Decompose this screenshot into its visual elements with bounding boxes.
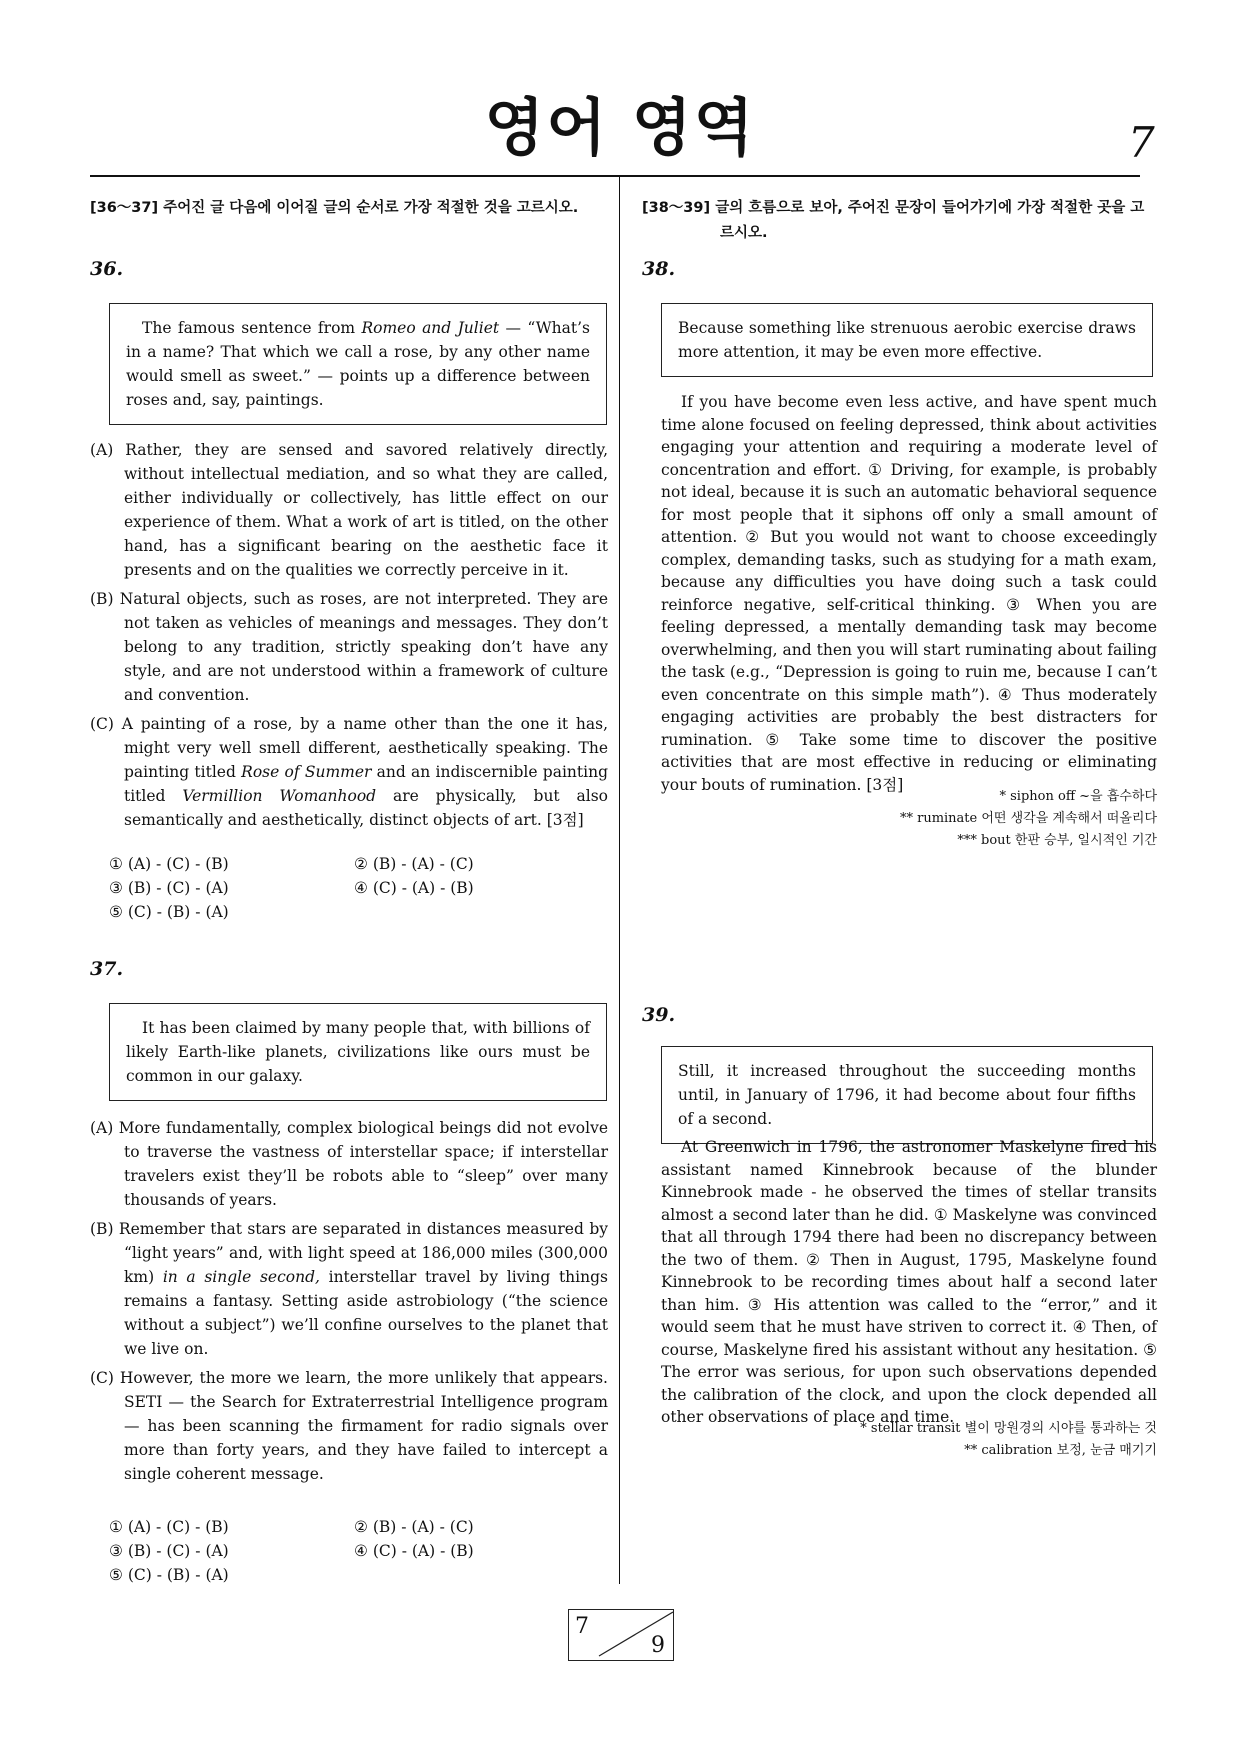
q37-passages <box>90 1116 608 1491</box>
q38-passage: If you have become even less active, and have spent much time alone focused on feeling depressed, think about activities engaging your attention and requiring a moderate level of concentration and effort. ① Driving, for example, is probably not ideal, because it is such an automatic behavioral sequence for most people that it siphons off only a small amount of attention. ② But you would not want to choose exceedingly complex, demanding tasks, such as studying for a math exam, because any difficulties you have doing such a task could reinforce negative, self-critical thinking. ③ When you are feeling depressed, a mentally demanding task may become overwhelming, and then you will start ruminating about failing the task (e.g., “Depression is going to ruin me, because I can’t even concentrate on this simple math”). ④ Thus moderately engaging activities are probably the best distracters for rumination. ⑤ Take some time to discover the positive activities that are most effective in reducing or eliminating your bouts of rumination. [3점] <box>661 393 1157 794</box>
choice[interactable]: ③ (B) - (C) - (A) <box>109 879 229 897</box>
q37-passage-c: (C) However, the more we learn, the more unlikely that appears. SETI — the Search for Extraterrestrial Intelligence program — has been scanning the firmament for radio signals over more than forty years, and they have failed to intercept a single coherent message. <box>90 1369 608 1483</box>
left-column <box>90 196 608 221</box>
q39-passage: At Greenwich in 1796, the astronomer Maskelyne fired his assistant named Kinnebrook because of the blunder Kinnebrook made - he observed the times of stellar transits almost a second later than he did. ① Maskelyne was convinced that all through 1794 there had been no discrepancy between the two of them. ② Then in August, 1795, Maskelyne found Kinnebrook to be recording times about half a second later than him. ③ His attention was called to the “error,” and it would seem that he must have striven to correct it. ④ Then, of course, Maskelyne fired his assistant without any hesitation. ⑤ The error was serious, for upon such observations depended the calibration of the clock, and upon the clock depended all other observations of place and time. <box>661 1138 1157 1426</box>
choice[interactable]: ⑤ (C) - (B) - (A) <box>109 1566 229 1584</box>
total-pages: 9 <box>651 1633 665 1658</box>
q39-footnotes: * stellar transit 별이 망원경의 시야를 통과하는 것 ** calibration 보정, 눈금 매기기 <box>860 1421 1157 1458</box>
current-page: 7 <box>575 1614 589 1639</box>
choice[interactable]: ⑤ (C) - (B) - (A) <box>109 903 229 921</box>
column-divider <box>619 176 620 1584</box>
choice[interactable]: ① (A) - (C) - (B) <box>109 855 229 873</box>
q37-given-text: It has been claimed by many people that, with billions of likely Earth-like planets, civilizations like ours must be common in our galaxy. <box>109 1003 607 1101</box>
question-number-37: 37. <box>90 958 124 980</box>
q37-choices <box>109 1515 609 1587</box>
header-rule <box>90 175 1140 177</box>
instruction-text: 글의 흐름으로 보아, 주어진 문장이 들어가기에 가장 적절한 곳을 고르시오. <box>715 200 1145 241</box>
instruction-number: [38～39] <box>642 200 711 216</box>
q36-passage-c: (C) A painting of a rose, by a name other than the one it has, might very well smell different, aesthetically speaking. The painting titled Rose of Summer and an indiscernible painting titled Vermillion Womanhood are physically, but also semantically and aesthetically, distinct objects of art. [3점] <box>90 715 608 829</box>
choice[interactable]: ① (A) - (C) - (B) <box>109 1518 229 1536</box>
q38-given-text: Because something like strenuous aerobic exercise draws more attention, it may be even more effective. <box>661 303 1153 377</box>
q36-passage-a: (A) Rather, they are sensed and savored relatively directly, without intellectual mediation, and so what they are called, either individually or collectively, has little effect on our experience of them. What a work of art is titled, on the other hand, has a significant bearing on the aesthetic face it presents and on the qualities we correctly perceive in it. <box>90 441 608 579</box>
choice[interactable]: ③ (B) - (C) - (A) <box>109 1542 229 1560</box>
question-number-39: 39. <box>642 1004 676 1026</box>
instruction-number: [36～37] <box>90 200 159 216</box>
right-column <box>642 196 1158 246</box>
choice[interactable]: ④ (C) - (A) - (B) <box>354 879 474 897</box>
q38-footnotes: * siphon off ~을 흡수하다 ** ruminate 어떤 생각을 계속해서 떠올리다 *** bout 한판 승부, 일시적인 기간 <box>899 789 1157 848</box>
instruction-text: 주어진 글 다음에 이어질 글의 순서로 가장 적절한 것을 고르시오. <box>163 200 579 216</box>
q36-passages <box>90 438 608 837</box>
q36-passage-b: (B) Natural objects, such as roses, are not interpreted. They are not taken as vehicles of meanings and messages. They don’t belong to any tradition, strictly speaking don’t have any style, and are not understood within a framework of culture and convention. <box>90 590 609 704</box>
q39-given-text: Still, it increased throughout the succeeding months until, in January of 1796, it had become about four fifths of a second. <box>661 1046 1153 1144</box>
page-number: 7 <box>1128 118 1155 167</box>
q36-given-text: The famous sentence from Romeo and Juliet — “What’s in a name? That which we call a rose, by any other name would smell as sweet.” — points up a difference between roses and, say, paintings. <box>109 303 607 425</box>
choice[interactable]: ② (B) - (A) - (C) <box>354 855 474 873</box>
q36-choices <box>109 852 609 924</box>
page-title: 영어 영역 <box>484 91 756 164</box>
q37-passage-a: (A) More fundamentally, complex biological beings did not evolve to traverse the vastness of interstellar space; if interstellar travelers exist they’ll be robots able to “sleep” over many thousands of years. <box>90 1119 609 1209</box>
page-indicator <box>568 1609 674 1661</box>
choice[interactable]: ④ (C) - (A) - (B) <box>354 1542 474 1560</box>
question-number-36: 36. <box>90 258 124 280</box>
instruction-36-37 <box>90 196 608 221</box>
instruction-38-39 <box>642 196 1158 246</box>
q37-passage-b: (B) Remember that stars are separated in distances measured by “light years” and, with light speed at 186,000 miles (300,000 km) in a single second, interstellar travel by living things remains a fantasy. Setting aside astrobiology (“the science without a subject”) we’ll confine ourselves to the planet that we live on. <box>90 1220 608 1358</box>
question-number-38: 38. <box>642 258 676 280</box>
choice[interactable]: ② (B) - (A) - (C) <box>354 1518 474 1536</box>
